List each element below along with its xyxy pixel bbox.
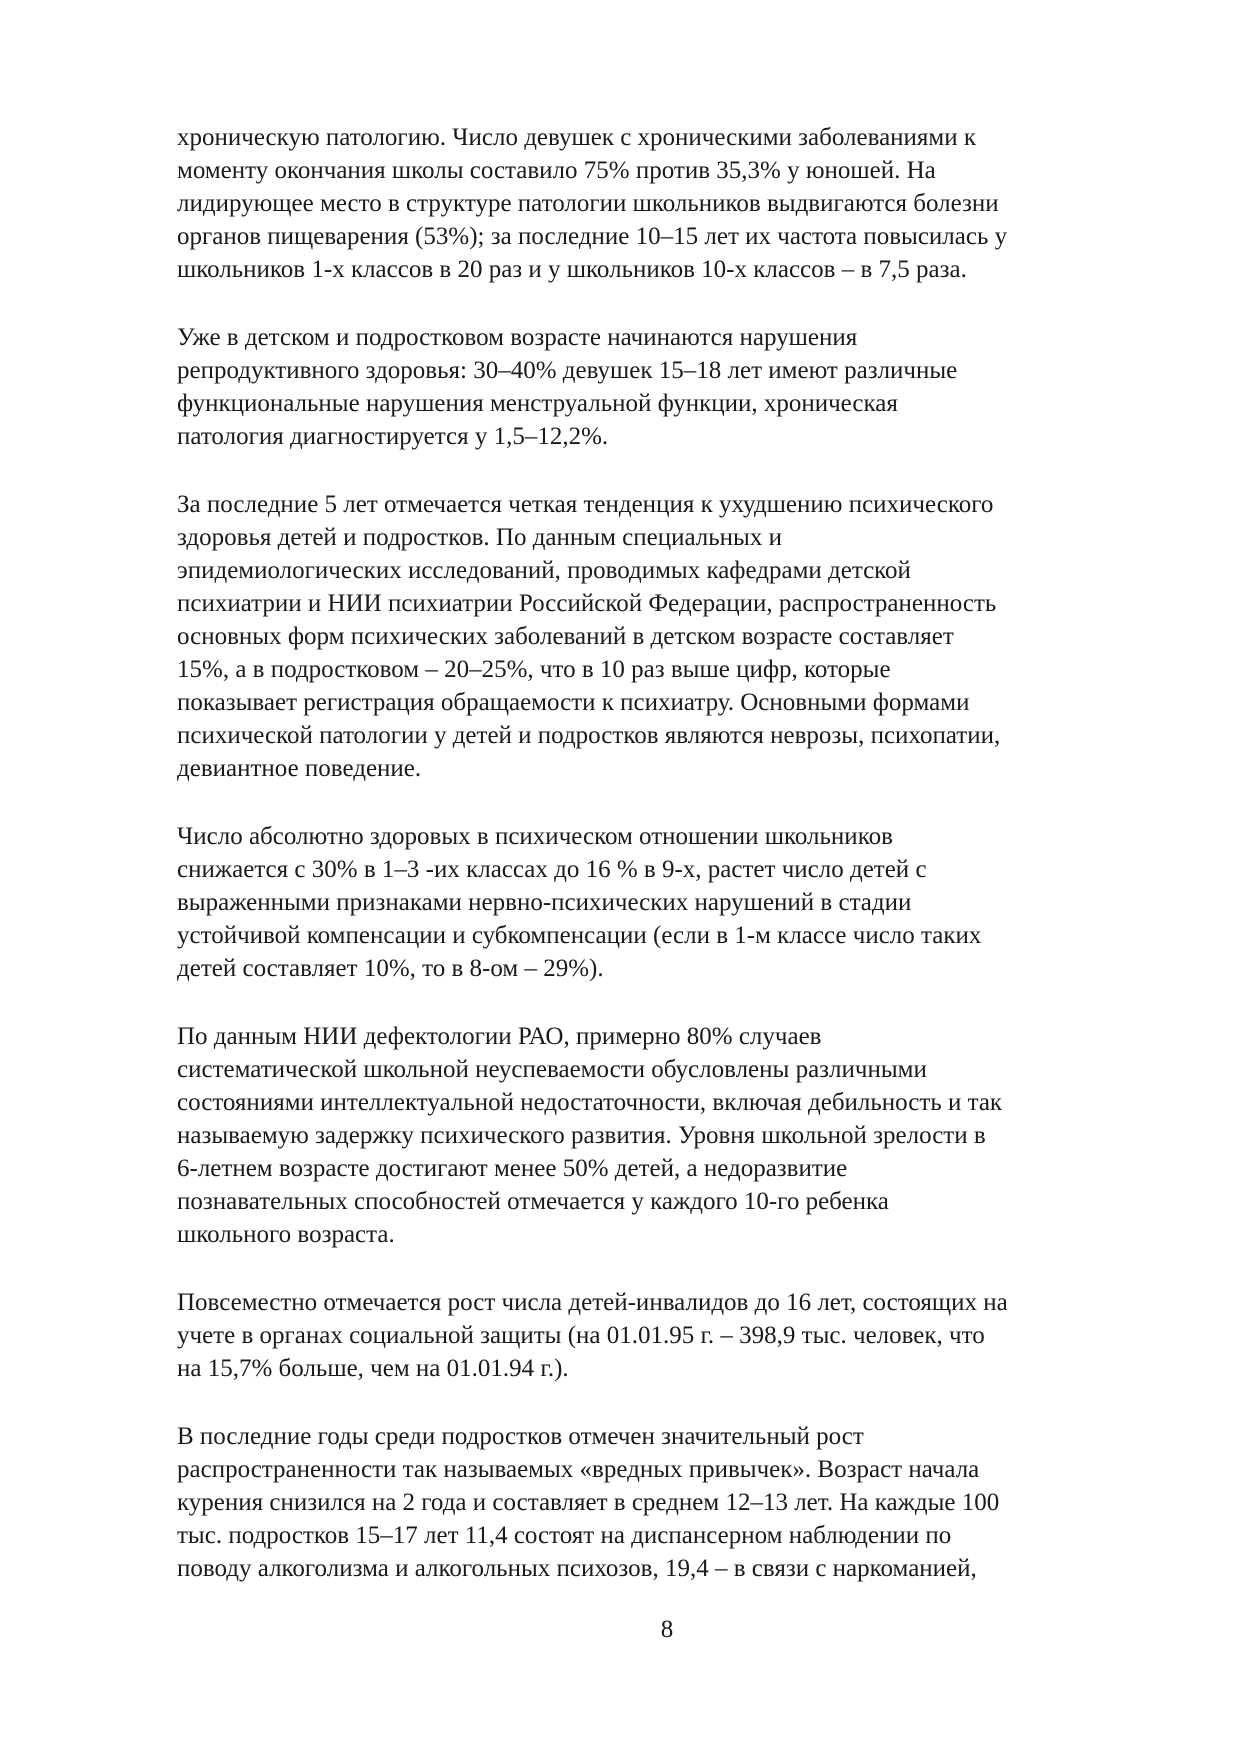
text-line: патология диагностируется у 1,5–12,2%. (177, 423, 609, 450)
text-line: 15%, а в подростковом – 20–25%, что в 10 раз выше цифр, которые (177, 656, 891, 683)
text-line: школьного возраста. (177, 1221, 395, 1248)
document-body (177, 121, 1157, 1620)
text-line: систематической школьной неуспеваемости обусловлены различными (177, 1056, 927, 1083)
text-line: Уже в детском и подростковом возрасте начинаются нарушения (177, 324, 858, 351)
paragraph (177, 820, 1157, 985)
page-number: 8 (660, 1616, 674, 1643)
text-line: лидирующее место в структуре патологии школьников выдвигаются болезни (177, 190, 999, 217)
text-line: За последние 5 лет отмечается четкая тенденция к ухудшению психического (177, 491, 994, 518)
paragraph (177, 1420, 1157, 1585)
paragraph (177, 488, 1157, 785)
text-line: По данным НИИ дефектологии РАО, примерно 80% случаев (177, 1023, 822, 1050)
text-line: функциональные нарушения менструальной функции, хроническая (177, 390, 898, 417)
paragraph (177, 321, 1157, 453)
text-line: поводу алкоголизма и алкогольных психозов, 19,4 – в связи с наркоманией, (177, 1555, 977, 1582)
text-line: Число абсолютно здоровых в психическом отношении школьников (177, 823, 893, 850)
text-line: устойчивой компенсации и субкомпенсации (если в 1-м классе число таких (177, 922, 982, 949)
paragraph (177, 1020, 1157, 1251)
paragraph (177, 1286, 1157, 1385)
text-line: познавательных способностей отмечается у каждого 10-го ребенка (177, 1188, 889, 1215)
text-line: Повсеместно отмечается рост числа детей-инвалидов до 16 лет, состоящих на (177, 1289, 1008, 1316)
text-line: эпидемиологических исследований, проводимых кафедрами детской (177, 557, 911, 584)
text-line: снижается с 30% в 1–3 -их классах до 16 % в 9-х, растет число детей с (177, 856, 927, 883)
text-line: показывает регистрация обращаемости к психиатру. Основными формами (177, 689, 970, 716)
text-line: учете в органах социальной защиты (на 01.01.95 г. – 398,9 тыс. человек, что (177, 1322, 985, 1349)
text-line: девиантное поведение. (177, 755, 422, 782)
text-line: школьников 1-х классов в 20 раз и у школьников 10-х классов – в 7,5 раза. (177, 256, 967, 283)
text-line: здоровья детей и подростков. По данным специальных и (177, 524, 782, 551)
text-line: репродуктивного здоровья: 30–40% девушек 15–18 лет имеют различные (177, 357, 958, 384)
text-line: выраженными признаками нервно-психических нарушений в стадии (177, 889, 912, 916)
text-line: В последние годы среди подростков отмечен значительный рост (177, 1423, 864, 1450)
text-line: основных форм психических заболеваний в детском возрасте составляет (177, 623, 954, 650)
text-line: хроническую патологию. Число девушек с хроническими заболеваниями к (177, 124, 977, 151)
paragraph (177, 121, 1157, 286)
text-line: состояниями интеллектуальной недостаточности, включая дебильность и так (177, 1089, 1003, 1116)
text-line: называемую задержку психического развития. Уровня школьной зрелости в (177, 1122, 986, 1149)
text-line: тыс. подростков 15–17 лет 11,4 состоят на диспансерном наблюдении по (177, 1522, 952, 1549)
text-line: распространенности так называемых «вредных привычек». Возраст начала (177, 1456, 980, 1483)
text-line: психической патологии у детей и подростков являются неврозы, психопатии, (177, 722, 1001, 749)
text-line: детей составляет 10%, то в 8-ом – 29%). (177, 955, 604, 982)
text-line: психиатрии и НИИ психиатрии Российской Федерации, распространенность (177, 590, 997, 617)
text-line: 6-летнем возрасте достигают менее 50% детей, а недоразвитие (177, 1155, 848, 1182)
text-line: курения снизился на 2 года и составляет в среднем 12–13 лет. На каждые 100 (177, 1489, 1000, 1516)
text-line: органов пищеварения (53%); за последние 10–15 лет их частота повысилась у (177, 223, 1008, 250)
text-line: на 15,7% больше, чем на 01.01.94 г.). (177, 1355, 569, 1382)
text-line: моменту окончания школы составило 75% против 35,3% у юношей. На (177, 157, 936, 184)
